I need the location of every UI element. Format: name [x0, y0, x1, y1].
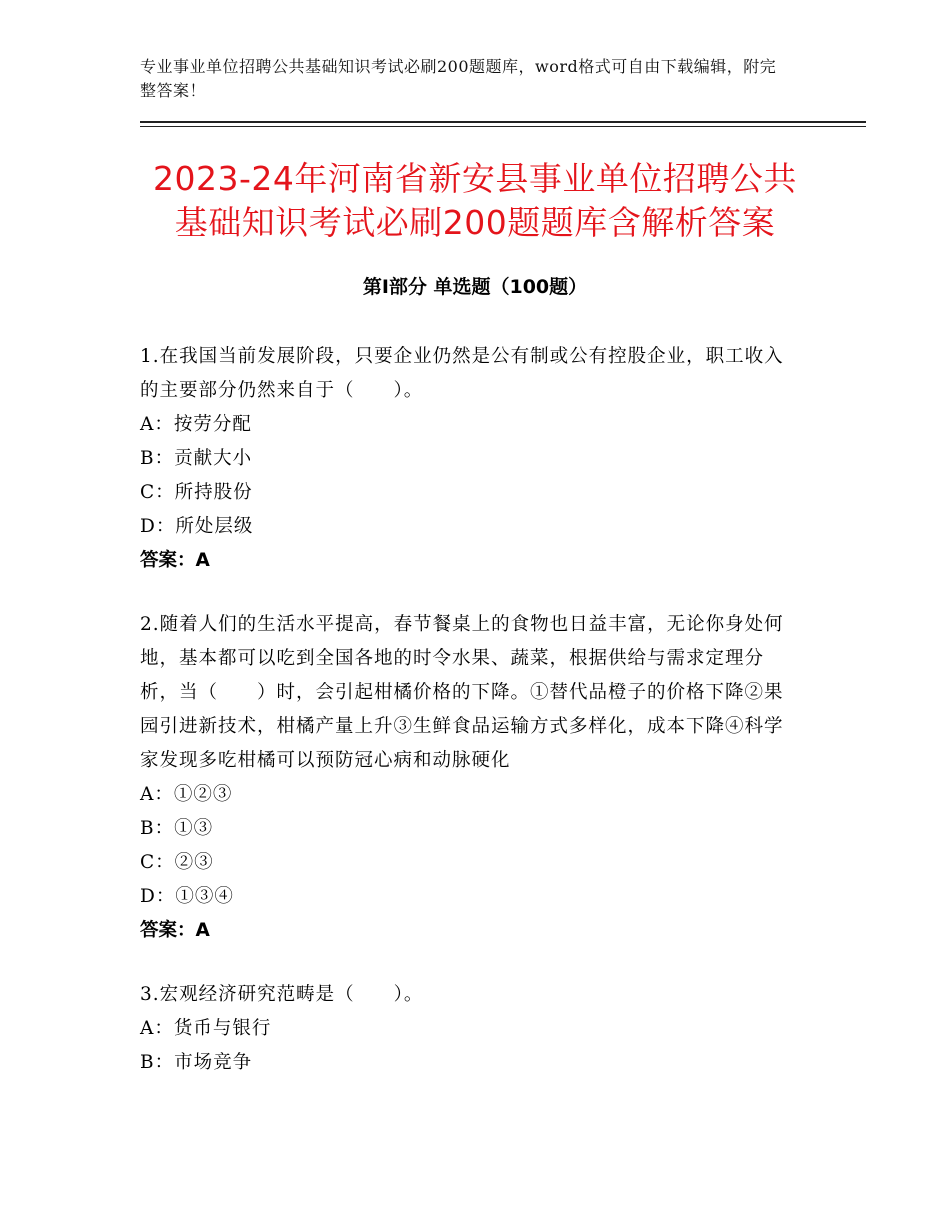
question-2	[140, 608, 800, 948]
question-list	[140, 340, 800, 1080]
option-b: B：①③	[140, 818, 214, 839]
option-d: D：所处层级	[140, 516, 254, 537]
section-heading: 第Ⅰ部分 单选题（100题）	[362, 276, 588, 298]
answer-line: 答案：A	[140, 920, 210, 941]
question-3	[140, 978, 800, 1080]
option-b: B：贡献大小	[140, 448, 253, 469]
answer-line: 答案：A	[140, 550, 210, 571]
option-a: A：按劳分配	[140, 414, 252, 435]
header-divider	[140, 121, 866, 123]
option-c: C：所持股份	[140, 482, 253, 503]
option-c: C：②③	[140, 852, 214, 873]
header-divider-thin	[140, 126, 866, 127]
option-a: A：①②③	[140, 784, 233, 805]
option-b: B：市场竞争	[140, 1052, 253, 1073]
document-title: 2023-24年河南省新安县事业单位招聘公共基础知识考试必刷200题题库含解析答案	[153, 159, 797, 242]
question-text: 1.在我国当前发展阶段，只要企业仍然是公有制或公有控股企业，职工收入的主要部分仍然来自于（ ）。	[140, 346, 784, 401]
question-text: 3.宏观经济研究范畴是（ ）。	[140, 984, 424, 1005]
option-a: A：货币与银行	[140, 1018, 272, 1039]
question-1	[140, 340, 800, 578]
option-d: D：①③④	[140, 886, 234, 907]
header-note: 专业事业单位招聘公共基础知识考试必刷200题题库，word格式可自由下载编辑，附完整答案！	[140, 57, 777, 100]
question-text: 2.随着人们的生活水平提高，春节餐桌上的食物也日益丰富，无论你身处何地，基本都可以吃到全国各地的时令水果、蔬菜，根据供给与需求定理分析，当（ ）时，会引起柑橘价格的下降。①替代品橙子的价格下降②果园引进新技术，柑橘产量上升③生鲜食品运输方式多样化，成本下降④科学家发现多吃柑橘可以预防冠心病和动脉硬化	[140, 614, 784, 771]
